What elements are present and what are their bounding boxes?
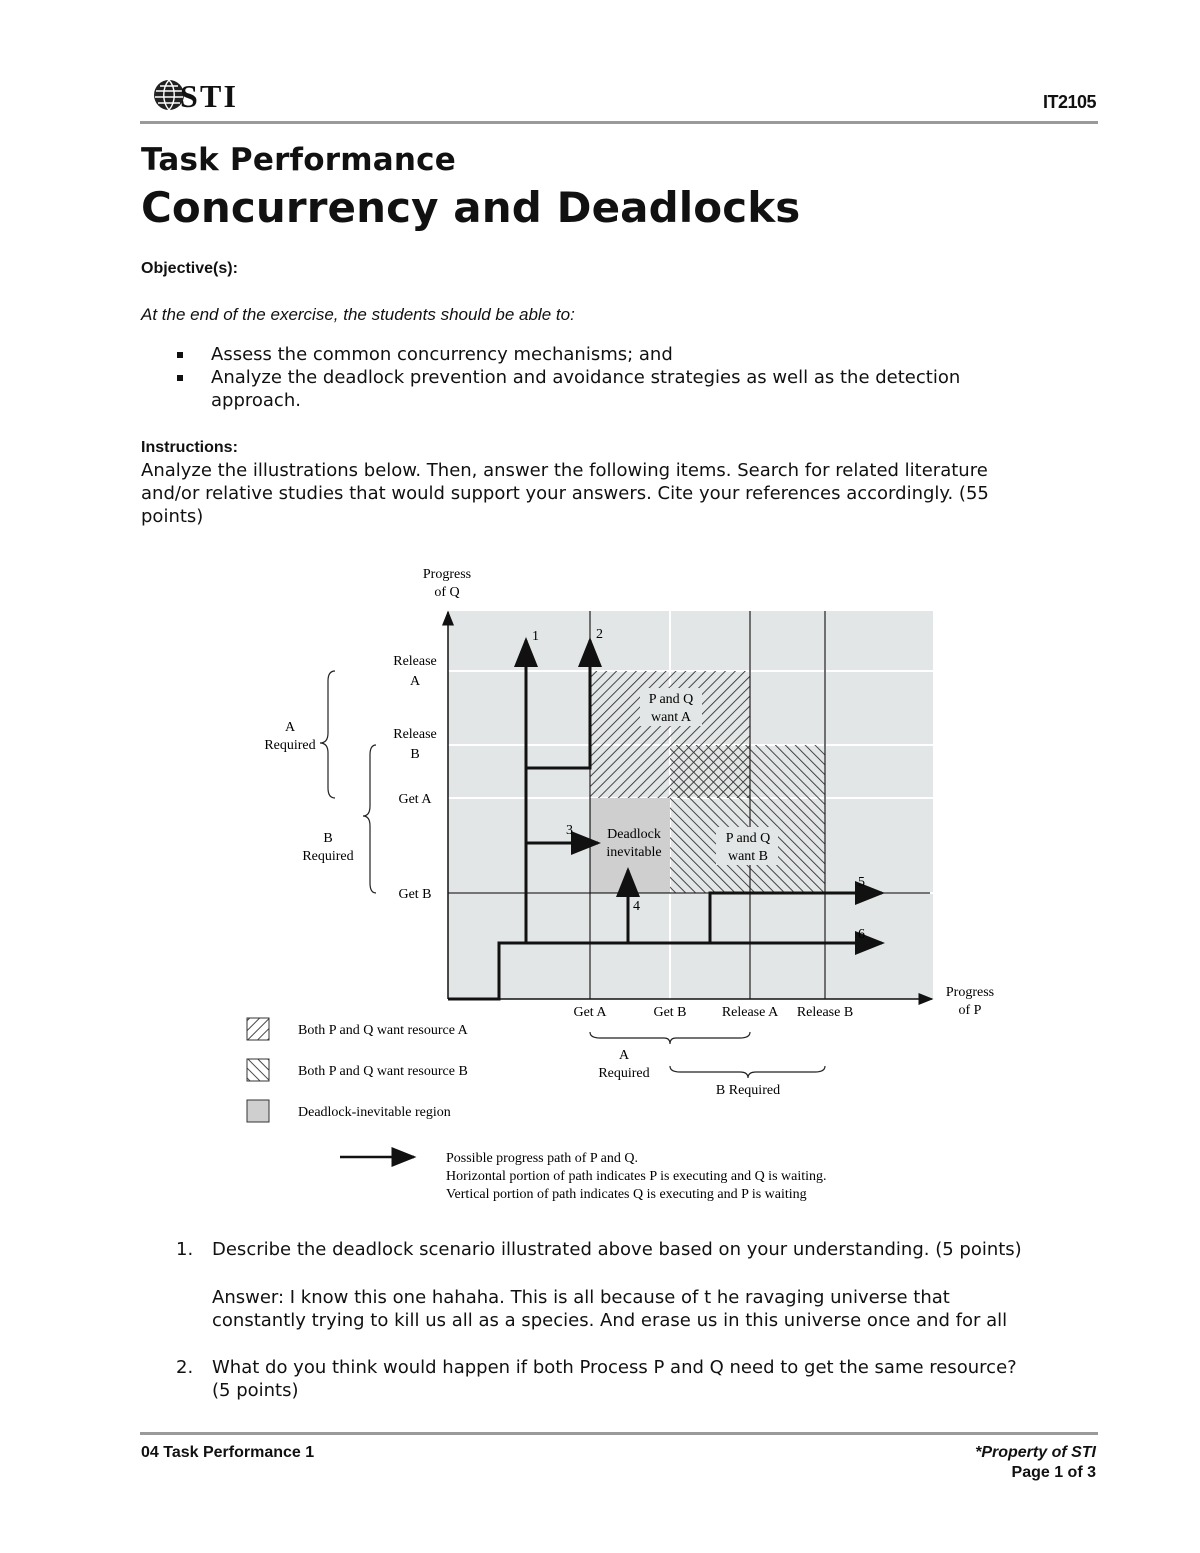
- x-axis-title: Progress: [945, 985, 995, 1000]
- instructions-text: Analyze the illustrations below. Then, answer the following items. Search for related literature and/or relative studies that would support your answers. Cite your references accordingly. (55 points): [141, 460, 989, 527]
- brace-a-label: Required: [264, 738, 316, 753]
- x-tick-label: Release A: [721, 1005, 779, 1020]
- legend-arrow-text: Vertical portion of path indicates Q is executing and P is waiting: [446, 1187, 807, 1202]
- region-want-b-label: want B: [727, 849, 769, 864]
- question-1: [176, 1238, 1106, 1332]
- footer-rule: [140, 1432, 1098, 1435]
- list-item: Analyze the deadlock prevention and avoidance strategies as well as the detection approach.: [141, 366, 1101, 412]
- header-rule: [140, 121, 1098, 124]
- legend-swatch-want-a: [247, 1018, 269, 1040]
- brace-x-a-label: Required: [598, 1066, 650, 1081]
- y-tick-label: A: [409, 674, 421, 689]
- region-want-a-label: want A: [650, 710, 692, 725]
- legend: [247, 1018, 469, 1122]
- y-tick-label: Get B: [398, 887, 432, 902]
- page-subtitle: Task Performance: [141, 142, 456, 178]
- legend-swatch-want-b: [247, 1059, 269, 1081]
- region-want-b: [670, 745, 825, 893]
- answer-text: Answer: I know this one hahaha. This is all because of t he ravaging universe that: [212, 1287, 950, 1308]
- x-axis-title: of P: [958, 1003, 982, 1018]
- legend-swatch-deadlock: [247, 1100, 269, 1122]
- brace-x-a-label: A: [618, 1048, 630, 1063]
- question-text: Describe the deadlock scenario illustrated above based on your understanding. (5 points): [212, 1239, 1022, 1260]
- footer-page-number: Page 1 of 3: [1011, 1464, 1096, 1481]
- path-label: 5: [858, 875, 865, 890]
- logo-text: STI: [180, 78, 236, 114]
- instructions-heading: Instructions:: [141, 439, 238, 456]
- y-tick-labels: [393, 654, 437, 902]
- y-axis-title: Progress: [422, 567, 472, 582]
- question-number: 1.: [176, 1239, 194, 1260]
- region-deadlock-label: inevitable: [606, 845, 662, 860]
- objectives-heading: Objective(s):: [141, 260, 238, 277]
- x-tick-labels: [573, 1005, 853, 1020]
- brace-a-required: [320, 671, 335, 798]
- objectives-intro: At the end of the exercise, the students should be able to:: [141, 305, 575, 324]
- y-tick-label: Release: [393, 654, 437, 669]
- y-axis-title: of Q: [434, 585, 460, 600]
- x-tick-label: Release B: [796, 1005, 854, 1020]
- y-tick-label: Release: [393, 727, 437, 742]
- course-code: IT2105: [1042, 92, 1096, 112]
- y-tick-label: Get A: [398, 792, 432, 807]
- question-number: 2.: [176, 1357, 194, 1378]
- page-title: Concurrency and Deadlocks: [141, 183, 801, 232]
- list-item: Assess the common concurrency mechanisms; and: [141, 343, 1101, 366]
- legend-label: Both P and Q want resource B: [298, 1064, 468, 1079]
- region-want-a-label: P and Q: [648, 692, 694, 707]
- legend-arrow-text: Horizontal portion of path indicates P is executing and Q is waiting.: [446, 1169, 827, 1184]
- path-label: 1: [532, 629, 539, 644]
- brace-b-label: Required: [302, 849, 354, 864]
- sti-logo: [150, 74, 240, 114]
- deadlock-figure: [0, 550, 1200, 1210]
- footer-property: *Property of STI: [975, 1444, 1096, 1461]
- question-text: What do you think would happen if both Process P and Q need to get the same resource?: [212, 1357, 1017, 1378]
- x-tick-label: Get A: [573, 1005, 607, 1020]
- region-deadlock-label: Deadlock: [607, 827, 661, 842]
- objectives-list: [141, 343, 1101, 412]
- x-tick-label: Get B: [653, 1005, 687, 1020]
- brace-x-b-required: [670, 1066, 825, 1078]
- path-label: 3: [566, 823, 573, 838]
- path-label: 6: [858, 927, 865, 942]
- path-label: 2: [596, 627, 603, 642]
- brace-a-label: A: [284, 720, 296, 735]
- region-want-b-label: P and Q: [725, 831, 771, 846]
- legend-label: Deadlock-inevitable region: [298, 1105, 451, 1120]
- legend-arrow-text: Possible progress path of P and Q.: [446, 1151, 638, 1166]
- brace-b-label: B: [323, 831, 333, 846]
- brace-x-b-label: B Required: [715, 1083, 781, 1098]
- question-2: [176, 1356, 1106, 1402]
- path-label: 4: [633, 899, 640, 914]
- answer-text: constantly trying to kill us all as a species. And erase us in this universe once and for all: [212, 1310, 1008, 1331]
- y-tick-label: B: [410, 747, 420, 762]
- brace-b-required: [363, 745, 376, 893]
- brace-x-a-required: [590, 1032, 750, 1044]
- question-text: (5 points): [212, 1380, 299, 1401]
- footer-doc-title: 04 Task Performance 1: [141, 1444, 315, 1461]
- legend-label: Both P and Q want resource A: [298, 1023, 468, 1038]
